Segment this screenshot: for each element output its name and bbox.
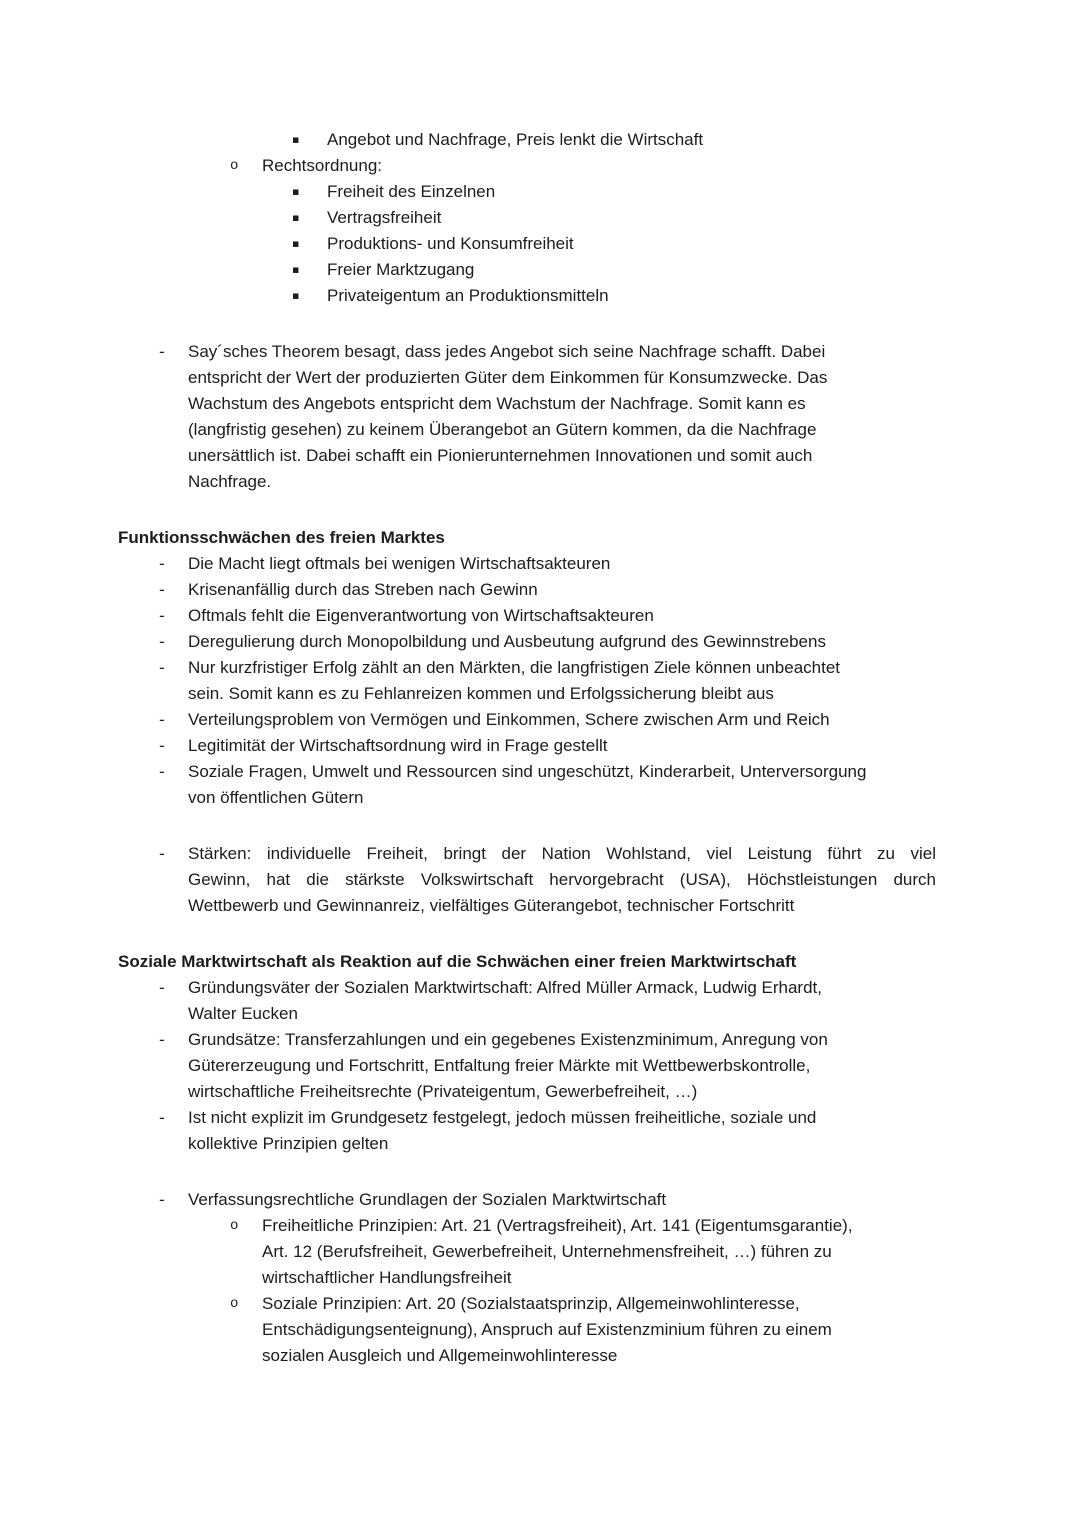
text-line: Verteilungsproblem von Vermögen und Einkommen, Schere zwischen Arm und Reich — [188, 710, 830, 729]
text-line: Entschädigungsenteignung), Anspruch auf Existenzminium führen zu einem — [262, 1320, 832, 1339]
bullet-dash-icon: - — [159, 978, 165, 997]
text-line: Gründungsväter der Sozialen Marktwirtschaft: Alfred Müller Armack, Ludwig Erhardt, — [188, 978, 822, 997]
paragraph-spacer — [118, 919, 948, 949]
text-line: sozialen Ausgleich und Allgemeinwohlinteresse — [262, 1346, 618, 1365]
text-line: Freiheit des Einzelnen — [327, 182, 496, 201]
paragraph-spacer — [118, 309, 948, 339]
list-item — [118, 1187, 948, 1213]
text-line: unersättlich ist. Dabei schafft ein Pionierunternehmen Innovationen und somit auch — [188, 446, 813, 465]
bullet-dash-icon: - — [159, 342, 165, 361]
list-item — [118, 339, 948, 495]
text-block — [188, 603, 948, 629]
text-block — [188, 1105, 948, 1157]
bullet-circle-icon: o — [230, 158, 239, 174]
list-item — [118, 1213, 948, 1291]
text-block — [188, 841, 948, 919]
text-block — [188, 577, 948, 603]
text-line: Gütererzeugung und Fortschritt, Entfaltung freier Märkte mit Wettbewerbskontrolle, — [188, 1056, 811, 1075]
text-line: Produktions- und Konsumfreiheit — [327, 234, 574, 253]
bullet-dash-icon: - — [159, 580, 165, 599]
text-line: Oftmals fehlt die Eigenverantwortung von Wirtschaftsakteuren — [188, 606, 654, 625]
list-item — [118, 283, 948, 309]
bullet-circle-icon: o — [230, 1296, 239, 1312]
list-item — [118, 629, 948, 655]
text-block — [188, 551, 948, 577]
bullet-square-icon: ▪ — [292, 185, 300, 198]
text-line: von öffentlichen Gütern — [188, 788, 364, 807]
bullet-dash-icon: - — [159, 1190, 165, 1209]
paragraph-spacer — [118, 1157, 948, 1187]
text-line: Freier Marktzugang — [327, 260, 475, 279]
text-line: Ist nicht explizit im Grundgesetz festgelegt, jedoch müssen freiheitliche, soziale und — [188, 1108, 817, 1127]
text-line: Deregulierung durch Monopolbildung und Ausbeutung aufgrund des Gewinnstrebens — [188, 632, 826, 651]
text-line: Nur kurzfristiger Erfolg zählt an den Märkten, die langfristigen Ziele können unbeachtet — [188, 658, 841, 677]
list-item — [118, 205, 948, 231]
bullet-square-icon: ▪ — [292, 133, 300, 146]
text-block — [262, 1213, 948, 1291]
text-line: entspricht der Wert der produzierten Güter dem Einkommen für Konsumzwecke. Das — [188, 368, 828, 387]
text-line: Gewinn, hat die stärkste Volkswirtschaft hervorgebracht (USA), Höchstleistungen durch — [188, 870, 936, 889]
text-block — [327, 231, 948, 257]
list-item — [118, 1291, 948, 1369]
bullet-dash-icon: - — [159, 736, 165, 755]
text-block — [188, 1187, 948, 1213]
text-block — [327, 205, 948, 231]
text-line: kollektive Prinzipien gelten — [188, 1134, 389, 1153]
text-line: sein. Somit kann es zu Fehlanreizen kommen und Erfolgssicherung bleibt aus — [188, 684, 774, 703]
paragraph-spacer — [118, 811, 948, 841]
text-line: Die Macht liegt oftmals bei wenigen Wirtschaftsakteuren — [188, 554, 611, 573]
list-item — [118, 577, 948, 603]
list-item — [118, 153, 948, 179]
list-item — [118, 759, 948, 811]
text-block — [327, 283, 948, 309]
document-content — [118, 127, 948, 1369]
text-line: Soziale Prinzipien: Art. 20 (Sozialstaatsprinzip, Allgemeinwohlinteresse, — [262, 1294, 800, 1313]
text-line: Freiheitliche Prinzipien: Art. 21 (Vertragsfreiheit), Art. 141 (Eigentumsgarantie), — [262, 1216, 853, 1235]
text-line: Soziale Fragen, Umwelt und Ressourcen sind ungeschützt, Kinderarbeit, Unterversorgung — [188, 762, 867, 781]
bullet-circle-icon: o — [230, 1218, 239, 1234]
text-line: Rechtsordnung: — [262, 156, 383, 175]
text-block — [118, 525, 948, 551]
list-item — [118, 733, 948, 759]
text-block — [327, 257, 948, 283]
text-block — [188, 629, 948, 655]
text-line: Say´sches Theorem besagt, dass jedes Angebot sich seine Nachfrage schafft. Dabei — [188, 342, 826, 361]
list-item — [118, 707, 948, 733]
bullet-square-icon: ▪ — [292, 263, 300, 276]
list-item — [118, 975, 948, 1027]
text-line: Funktionsschwächen des freien Marktes — [118, 528, 445, 547]
section-heading — [118, 949, 948, 975]
text-block — [262, 153, 948, 179]
list-item — [118, 551, 948, 577]
text-line: Nachfrage. — [188, 472, 272, 491]
bullet-dash-icon: - — [159, 710, 165, 729]
text-block — [118, 949, 948, 975]
list-item — [118, 257, 948, 283]
text-line: Grundsätze: Transferzahlungen und ein gegebenes Existenzminimum, Anregung von — [188, 1030, 828, 1049]
text-line: Soziale Marktwirtschaft als Reaktion auf die Schwächen einer freien Marktwirtschaft — [118, 952, 797, 971]
list-item — [118, 179, 948, 205]
text-block — [188, 759, 948, 811]
text-block — [327, 179, 948, 205]
text-block — [188, 975, 948, 1027]
text-line: Legitimität der Wirtschaftsordnung wird in Frage gestellt — [188, 736, 608, 755]
text-line: Wachstum des Angebots entspricht dem Wachstum der Nachfrage. Somit kann es — [188, 394, 806, 413]
text-line: Vertragsfreiheit — [327, 208, 442, 227]
text-line: Stärken: individuelle Freiheit, bringt der Nation Wohlstand, viel Leistung führt zu viel — [188, 844, 936, 863]
bullet-dash-icon: - — [159, 658, 165, 677]
text-line: Privateigentum an Produktionsmitteln — [327, 286, 609, 305]
list-item — [118, 1105, 948, 1157]
bullet-dash-icon: - — [159, 1030, 165, 1049]
text-block — [327, 127, 948, 153]
bullet-dash-icon: - — [159, 1108, 165, 1127]
text-line: wirtschaftliche Freiheitsrechte (Privateigentum, Gewerbefreiheit, …) — [188, 1082, 698, 1101]
section-heading — [118, 525, 948, 551]
text-block — [188, 1027, 948, 1105]
list-item — [118, 231, 948, 257]
bullet-dash-icon: - — [159, 844, 165, 863]
list-item — [118, 1027, 948, 1105]
text-block — [188, 733, 948, 759]
text-block — [188, 655, 948, 707]
text-line: Angebot und Nachfrage, Preis lenkt die Wirtschaft — [327, 130, 704, 149]
text-line: Walter Eucken — [188, 1004, 298, 1023]
list-item — [118, 603, 948, 629]
bullet-square-icon: ▪ — [292, 237, 300, 250]
text-line: Wettbewerb und Gewinnanreiz, vielfältiges Güterangebot, technischer Fortschritt — [188, 896, 795, 915]
paragraph-spacer — [118, 495, 948, 525]
text-block — [188, 339, 948, 495]
text-line: (langfristig gesehen) zu keinem Überangebot an Gütern kommen, da die Nachfrage — [188, 420, 817, 439]
bullet-square-icon: ▪ — [292, 211, 300, 224]
bullet-dash-icon: - — [159, 762, 165, 781]
list-item — [118, 841, 948, 919]
text-block — [262, 1291, 948, 1369]
text-line: Verfassungsrechtliche Grundlagen der Sozialen Marktwirtschaft — [188, 1190, 667, 1209]
bullet-square-icon: ▪ — [292, 289, 300, 302]
bullet-dash-icon: - — [159, 606, 165, 625]
text-line: Art. 12 (Berufsfreiheit, Gewerbefreiheit, Unternehmensfreiheit, …) führen zu — [262, 1242, 832, 1261]
list-item — [118, 127, 948, 153]
list-item — [118, 655, 948, 707]
bullet-dash-icon: - — [159, 632, 165, 651]
text-line: wirtschaftlicher Handlungsfreiheit — [262, 1268, 512, 1287]
bullet-dash-icon: - — [159, 554, 165, 573]
text-line: Krisenanfällig durch das Streben nach Gewinn — [188, 580, 538, 599]
text-block — [188, 707, 948, 733]
